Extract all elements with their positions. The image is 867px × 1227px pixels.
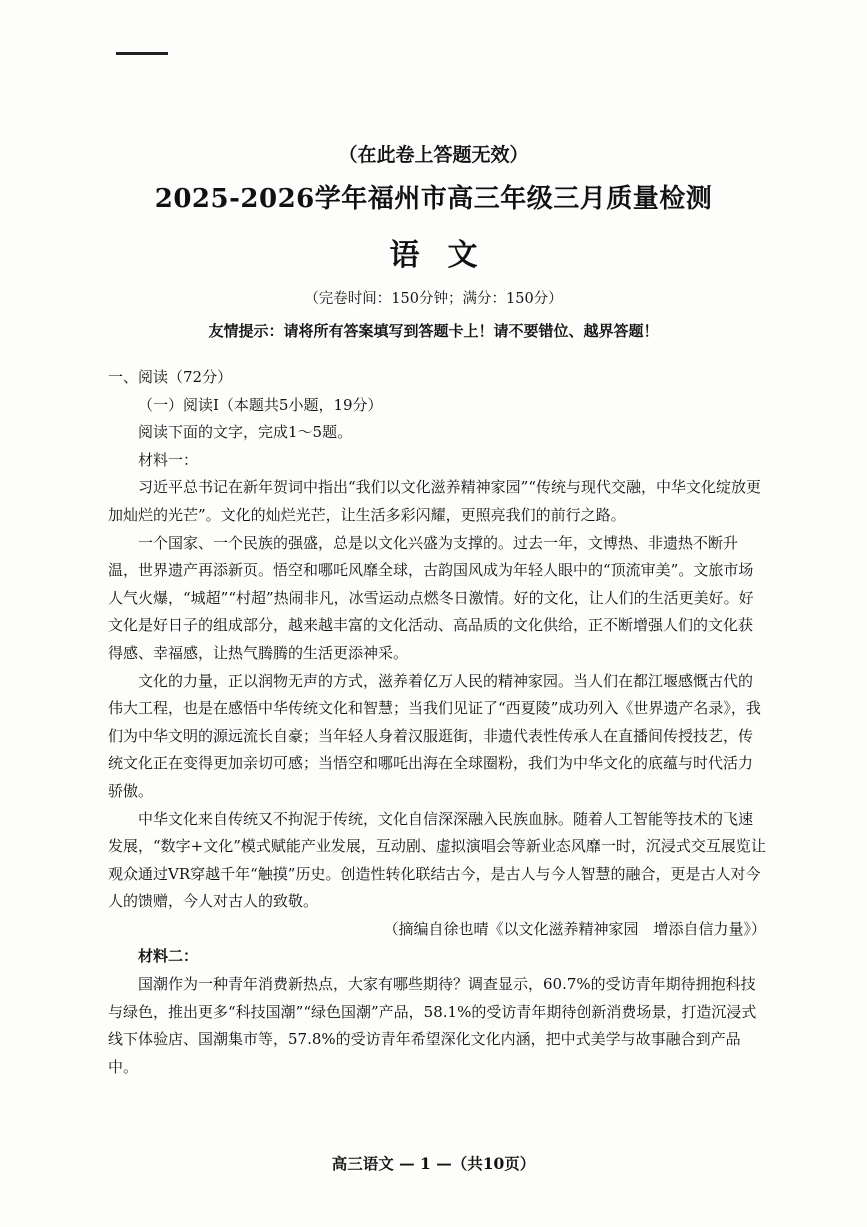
material2-label: 材料二： [138,947,199,966]
material1-paragraph-1: 习近平总书记在新年贺词中指出“我们以文化滋养精神家园”“传统与现代交融，中华文化绽放更加灿烂的光芒”。文化的灿烂光芒，让生活多彩闪耀，更照亮我们的前行之路。 [108,478,762,524]
invalid-notice: （在此卷上答题无效） [338,144,529,166]
material1-paragraph-2: 一个国家、一个民族的强盛，总是以文化兴盛为支撑的。过去一年，文博热、非遗热不断升温，世界遗产再添新页。悟空和哪吒风靡全球，古韵国风成为年轻人眼中的“顶流审美”。文旅市场人气火爆，“城超”“村超”热闹非凡，冰雪运动点燃冬日激情。好的文化，让人们的生活更美好。好文化是好日子的组成部分，越来越丰富的文化活动、高品质的文化供给，正不断增强人们的文化获得感、幸福感，让热气腾腾的生活更添神采。 [108,533,754,662]
page-footer: 高三语文 — 1 —（共10页） [331,1154,536,1173]
subject-title: 语文 [389,238,506,273]
friendly-tip: 友情提示：请将所有答案填写到答题卡上！请不要错位、越界答题！ [208,322,659,340]
material1-label: 材料一： [138,450,199,469]
exam-time: （完卷时间：150分钟；满分：150分） [304,291,563,307]
exam-title: 2025-2026学年福州市高三年级三月质量检测 [154,184,713,214]
material2-paragraph-1: 国潮作为一种青年消费新热点，大家有哪些期待？调查显示，60.7%的受访青年期待拥抱科技与绿色，推出更多“科技国潮”“绿色国潮”产品，58.1%的受访青年期待创新消费场景，打造沉浸式线下体验店、国潮集市等，57.8%的受访青年希望深化文化内涵，把中式美学与故事融合到产品中。 [108,975,757,1076]
material1-paragraph-4: 中华文化来自传统又不拘泥于传统，文化自信深深融入民族血脉。随着人工智能等技术的飞速发展，“数字+文化”模式赋能产业发展，互动剧、虚拟演唱会等新业态风靡一时，沉浸式交互展览让观众通过VR穿越千年“触摸”历史。创造性转化联结古今，是古人与今人智慧的融合，更是古人对今人的馈赠，今人对古人的致敬。 [108,809,766,911]
instruction: 阅读下面的文字，完成1～5题。 [138,423,353,442]
reading-section [108,364,766,1081]
corner-mark [116,52,168,55]
material1-source: （摘编自徐也晴《以文化滋养精神家园 增添自信力量》） [383,919,766,938]
material1-paragraph-3: 文化的力量，正以润物无声的方式，滋养着亿万人民的精神家园。当人们在都江堰感慨古代的伟大工程，也是在感悟中华传统文化和智慧；当我们见证了“西夏陵”成功列入《世界遗产名录》，我们为中华文明的源远流长自豪；当年轻人身着汉服逛街，非遗代表性传承人在直播间传授技艺，传统文化正在变得更加亲切可感；当悟空和哪吒出海在全球圈粉，我们为中华文化的底蕴与时代活力骄傲。 [108,671,761,800]
section-heading: 一、阅读（72分） [108,368,233,386]
part-heading: （一）阅读Ⅰ（本题共5小题，19分） [138,395,383,414]
